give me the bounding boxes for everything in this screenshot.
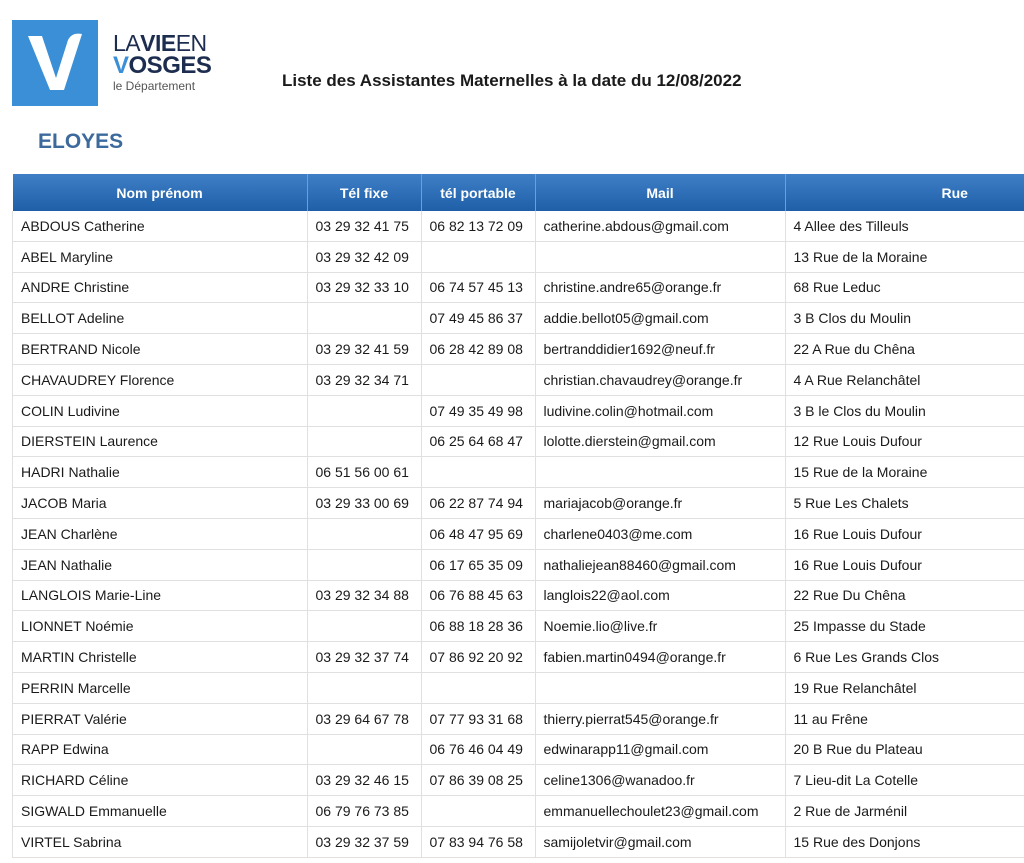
cell-rue: 22 A Rue du Chêna <box>785 334 1024 365</box>
cell-mail: fabien.martin0494@orange.fr <box>535 642 785 673</box>
cell-nom: HADRI Nathalie <box>13 457 308 488</box>
cell-rue: 3 B Clos du Moulin <box>785 303 1024 334</box>
cell-portable: 06 17 65 35 09 <box>421 549 535 580</box>
cell-portable: 07 86 39 08 25 <box>421 765 535 796</box>
logo-v-icon <box>12 20 98 106</box>
table-row <box>13 734 1024 765</box>
cell-portable: 07 77 93 31 68 <box>421 703 535 734</box>
logo-la: LA <box>113 30 141 56</box>
cell-rue: 4 Allee des Tilleuls <box>785 211 1024 241</box>
logo-subtitle: le Département <box>113 79 196 93</box>
cell-portable: 06 82 13 72 09 <box>421 211 535 241</box>
cell-rue: 16 Rue Louis Dufour <box>785 518 1024 549</box>
table-row <box>13 334 1024 365</box>
cell-fixe: 03 29 64 67 78 <box>307 703 421 734</box>
cell-mail <box>535 241 785 272</box>
cell-nom: RAPP Edwina <box>13 734 308 765</box>
cell-fixe <box>307 734 421 765</box>
cell-nom: JEAN Nathalie <box>13 549 308 580</box>
table-row <box>13 611 1024 642</box>
cell-nom: ABDOUS Catherine <box>13 211 308 241</box>
cell-nom: ANDRE Christine <box>13 272 308 303</box>
cell-portable <box>421 457 535 488</box>
cell-portable: 06 25 64 68 47 <box>421 426 535 457</box>
cell-mail: nathaliejean88460@gmail.com <box>535 549 785 580</box>
cell-fixe: 03 29 32 37 74 <box>307 642 421 673</box>
cell-mail: ludivine.colin@hotmail.com <box>535 395 785 426</box>
cell-nom: PIERRAT Valérie <box>13 703 308 734</box>
cell-rue: 68 Rue Leduc <box>785 272 1024 303</box>
cell-rue: 15 Rue de la Moraine <box>785 457 1024 488</box>
table-row <box>13 703 1024 734</box>
cell-portable: 07 86 92 20 92 <box>421 642 535 673</box>
cell-mail <box>535 672 785 703</box>
table-row <box>13 426 1024 457</box>
cell-fixe: 03 29 32 41 75 <box>307 211 421 241</box>
cell-mail: bertranddidier1692@neuf.fr <box>535 334 785 365</box>
table-row <box>13 642 1024 673</box>
cell-nom: MARTIN Christelle <box>13 642 308 673</box>
cell-fixe: 03 29 32 34 88 <box>307 580 421 611</box>
cell-nom: VIRTEL Sabrina <box>13 826 308 857</box>
cell-fixe: 03 29 32 41 59 <box>307 334 421 365</box>
cell-nom: SIGWALD Emmanuelle <box>13 796 308 827</box>
table-row <box>13 303 1024 334</box>
cell-portable: 06 88 18 28 36 <box>421 611 535 642</box>
cell-mail: thierry.pierrat545@orange.fr <box>535 703 785 734</box>
cell-rue: 5 Rue Les Chalets <box>785 488 1024 519</box>
cell-mail: edwinarapp11@gmail.com <box>535 734 785 765</box>
cell-rue: 13 Rue de la Moraine <box>785 241 1024 272</box>
table-body <box>13 211 1024 857</box>
cell-mail: addie.bellot05@gmail.com <box>535 303 785 334</box>
cell-nom: JEAN Charlène <box>13 518 308 549</box>
table-row <box>13 549 1024 580</box>
table-header-row <box>13 174 1024 211</box>
cell-portable: 07 49 35 49 98 <box>421 395 535 426</box>
cell-fixe <box>307 303 421 334</box>
cell-mail: christian.chavaudrey@orange.fr <box>535 364 785 395</box>
cell-rue: 16 Rue Louis Dufour <box>785 549 1024 580</box>
cell-mail: celine1306@wanadoo.fr <box>535 765 785 796</box>
cell-rue: 3 B le Clos du Moulin <box>785 395 1024 426</box>
cell-fixe: 06 79 76 73 85 <box>307 796 421 827</box>
commune-heading: ELOYES <box>38 130 124 153</box>
cell-rue: 15 Rue des Donjons <box>785 826 1024 857</box>
cell-portable <box>421 796 535 827</box>
header-rue: Rue <box>785 174 1024 211</box>
cell-mail: mariajacob@orange.fr <box>535 488 785 519</box>
cell-portable: 06 48 47 95 69 <box>421 518 535 549</box>
cell-rue: 19 Rue Relanchâtel <box>785 672 1024 703</box>
table-row <box>13 488 1024 519</box>
table-row <box>13 272 1024 303</box>
cell-rue: 11 au Frêne <box>785 703 1024 734</box>
logo-v-mark <box>12 20 98 106</box>
cell-nom: CHAVAUDREY Florence <box>13 364 308 395</box>
logo-v-letter: V <box>113 52 129 79</box>
cell-mail: langlois22@aol.com <box>535 580 785 611</box>
logo-line2 <box>113 54 211 78</box>
cell-portable: 06 74 57 45 13 <box>421 272 535 303</box>
cell-portable: 07 83 94 76 58 <box>421 826 535 857</box>
cell-rue: 20 B Rue du Plateau <box>785 734 1024 765</box>
cell-mail: samijoletvir@gmail.com <box>535 826 785 857</box>
cell-nom: BELLOT Adeline <box>13 303 308 334</box>
cell-fixe: 03 29 32 46 15 <box>307 765 421 796</box>
header-portable: tél portable <box>421 174 535 211</box>
cell-portable <box>421 364 535 395</box>
cell-fixe: 03 29 32 34 71 <box>307 364 421 395</box>
cell-fixe <box>307 611 421 642</box>
cell-fixe <box>307 672 421 703</box>
cell-nom: LIONNET Noémie <box>13 611 308 642</box>
cell-portable: 06 28 42 89 08 <box>421 334 535 365</box>
cell-mail <box>535 457 785 488</box>
table-row <box>13 457 1024 488</box>
table-row <box>13 395 1024 426</box>
cell-nom: PERRIN Marcelle <box>13 672 308 703</box>
logo-vie: VIE <box>140 30 176 56</box>
cell-portable: 06 22 87 74 94 <box>421 488 535 519</box>
cell-nom: JACOB Maria <box>13 488 308 519</box>
cell-mail: lolotte.dierstein@gmail.com <box>535 426 785 457</box>
cell-nom: DIERSTEIN Laurence <box>13 426 308 457</box>
cell-fixe: 03 29 32 37 59 <box>307 826 421 857</box>
cell-fixe <box>307 518 421 549</box>
cell-rue: 2 Rue de Jarménil <box>785 796 1024 827</box>
cell-nom: ABEL Maryline <box>13 241 308 272</box>
cell-mail: catherine.abdous@gmail.com <box>535 211 785 241</box>
cell-fixe: 06 51 56 00 61 <box>307 457 421 488</box>
cell-fixe: 03 29 33 00 69 <box>307 488 421 519</box>
logo-osges: OSGES <box>128 52 212 79</box>
logo-en: EN <box>175 30 207 56</box>
cell-portable: 06 76 88 45 63 <box>421 580 535 611</box>
table-row <box>13 364 1024 395</box>
document-title: Liste des Assistantes Maternelles à la date du 12/08/2022 <box>282 71 742 90</box>
cell-rue: 7 Lieu-dit La Cotelle <box>785 765 1024 796</box>
table-row <box>13 672 1024 703</box>
table-row <box>13 211 1024 241</box>
cell-nom: LANGLOIS Marie-Line <box>13 580 308 611</box>
cell-rue: 22 Rue Du Chêna <box>785 580 1024 611</box>
table-row <box>13 580 1024 611</box>
cell-fixe <box>307 395 421 426</box>
cell-mail: emmanuellechoulet23@gmail.com <box>535 796 785 827</box>
cell-portable: 06 76 46 04 49 <box>421 734 535 765</box>
cell-portable: 07 49 45 86 37 <box>421 303 535 334</box>
cell-nom: COLIN Ludivine <box>13 395 308 426</box>
cell-fixe: 03 29 32 33 10 <box>307 272 421 303</box>
cell-mail: charlene0403@me.com <box>535 518 785 549</box>
cell-rue: 25 Impasse du Stade <box>785 611 1024 642</box>
cell-nom: BERTRAND Nicole <box>13 334 308 365</box>
header-fixe: Tél fixe <box>307 174 421 211</box>
cell-nom: RICHARD Céline <box>13 765 308 796</box>
table-row <box>13 826 1024 857</box>
cell-rue: 6 Rue Les Grands Clos <box>785 642 1024 673</box>
cell-mail: christine.andre65@orange.fr <box>535 272 785 303</box>
table-row <box>13 241 1024 272</box>
cell-portable <box>421 241 535 272</box>
assistants-table <box>12 174 1024 858</box>
cell-rue: 4 A Rue Relanchâtel <box>785 364 1024 395</box>
cell-mail: Noemie.lio@live.fr <box>535 611 785 642</box>
header-mail: Mail <box>535 174 785 211</box>
cell-rue: 12 Rue Louis Dufour <box>785 426 1024 457</box>
table-row <box>13 518 1024 549</box>
cell-fixe: 03 29 32 42 09 <box>307 241 421 272</box>
cell-portable <box>421 672 535 703</box>
table-row <box>13 765 1024 796</box>
header-nom: Nom prénom <box>13 174 308 211</box>
logo-wordmark <box>113 32 211 92</box>
cell-fixe <box>307 426 421 457</box>
cell-fixe <box>307 549 421 580</box>
table-row <box>13 796 1024 827</box>
